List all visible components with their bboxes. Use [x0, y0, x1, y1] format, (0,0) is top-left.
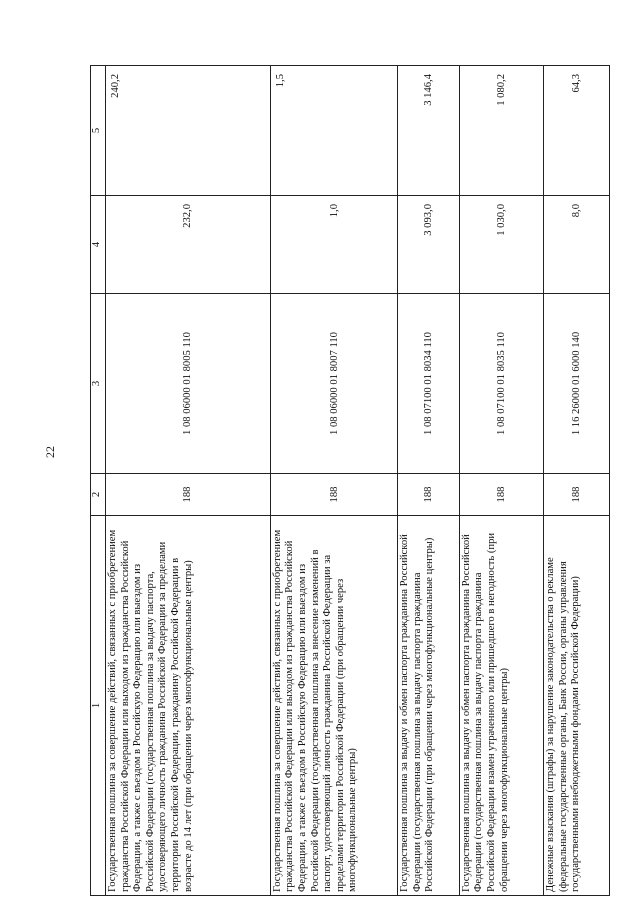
column-header-2: 2 [91, 474, 106, 516]
row-description: Государственная пошлина за выдачу и обмен паспорта гражданина Российской Федерации (государственная пошлина за выдачу паспорта гражданина Российской Федерации взамен утраченного или пришедшего в негодность (при обращении через многофункциональные центры) [459, 516, 544, 896]
row-kbk-code: 1 08 06000 01 8007 110 [270, 294, 397, 474]
row-value-col5: 3 146,4 [398, 66, 460, 196]
row-description: Денежные взыскания (штрафы) за нарушение законодательства о рекламе (федеральные государственные органы, Банк России, органы управления государственными внебюджетными фондами Российской Федерации) [544, 516, 610, 896]
table-row [459, 66, 544, 896]
table-container [90, 66, 610, 896]
rotated-table-wrapper [90, 66, 610, 896]
table-row [398, 66, 460, 896]
revenue-table [90, 65, 610, 896]
row-admin-code: 188 [544, 474, 610, 516]
row-admin-code: 188 [459, 474, 544, 516]
table-row [544, 66, 610, 896]
row-admin-code: 188 [398, 474, 460, 516]
row-value-col4: 1,0 [270, 196, 397, 294]
table-header-row [91, 66, 106, 896]
row-value-col5: 64,3 [544, 66, 610, 196]
column-header-5: 5 [91, 66, 106, 196]
row-kbk-code: 1 16 26000 01 6000 140 [544, 294, 610, 474]
column-header-3: 3 [91, 294, 106, 474]
row-value-col4: 8,0 [544, 196, 610, 294]
page-number: 22 [42, 446, 57, 458]
row-description: Государственная пошлина за совершение действий, связанных с приобретением гражданства Российской Федерации или выходом из гражданства Российской Федерации, а также с въездом в Российскую Федерацию или выездом из Российской Федерации (государственная пошлина за внесение изменений в паспорт, удостоверяющий личность гражданина Российской Федерации за пределами территории Российской Федерации (при обращении через многофункциональные центры) [270, 516, 397, 896]
row-value-col4: 1 030,0 [459, 196, 544, 294]
row-value-col4: 232,0 [106, 196, 271, 294]
row-kbk-code: 1 08 07100 01 8034 110 [398, 294, 460, 474]
row-kbk-code: 1 08 07100 01 8035 110 [459, 294, 544, 474]
row-kbk-code: 1 08 06000 01 8005 110 [106, 294, 271, 474]
table-row [270, 66, 397, 896]
row-admin-code: 188 [106, 474, 271, 516]
row-description: Государственная пошлина за выдачу и обмен паспорта гражданина Российской Федерации (государственная пошлина за выдачу паспорта гражданина Российской Федерации (при обращении через многофункциональные центры) [398, 516, 460, 896]
column-header-4: 4 [91, 196, 106, 294]
row-value-col5: 240,2 [106, 66, 271, 196]
row-value-col5: 1,5 [270, 66, 397, 196]
table-row [106, 66, 271, 896]
row-description: Государственная пошлина за совершение действий, связанных с приобретением гражданства Российской Федерации или выходом из гражданства Российской Федерации, а также с въездом в Российскую Федерацию или выездом из Российской Федерации (государственная пошлина за выдачу паспорта, удостоверяющего личность гражданина Российской Федерации за пределами территории Российской Федерации, гражданину Российской Федерации в возрасте до 14 лет (при обращении через многофункциональные центры) [106, 516, 271, 896]
row-admin-code: 188 [270, 474, 397, 516]
row-value-col4: 3 093,0 [398, 196, 460, 294]
column-header-1: 1 [91, 516, 106, 896]
row-value-col5: 1 080,2 [459, 66, 544, 196]
